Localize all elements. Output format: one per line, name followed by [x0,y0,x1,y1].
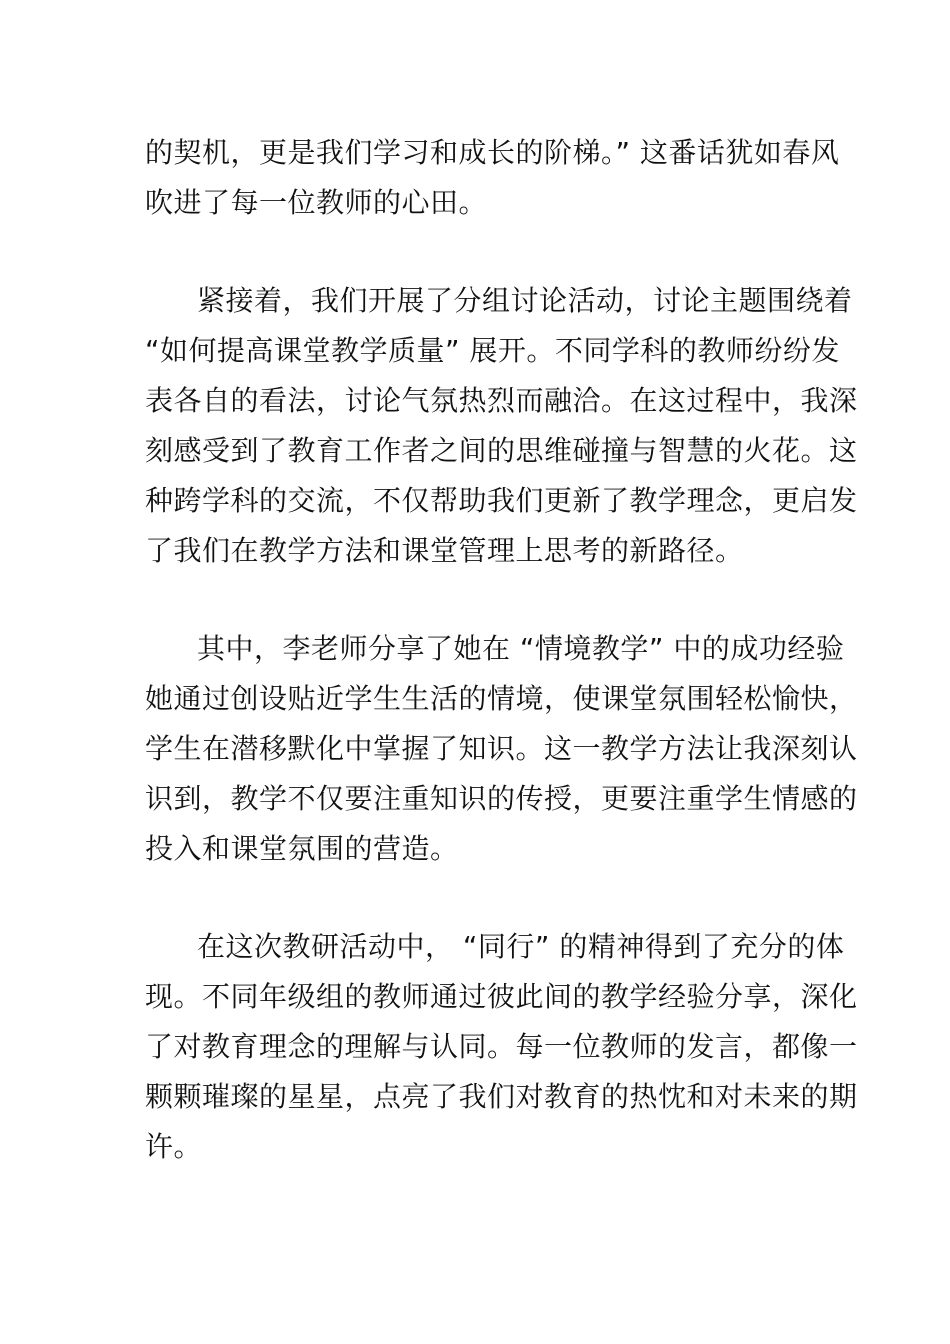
paragraph-2-line-1: 紧接着，我们开展了分组讨论活动，讨论主题围绕着 [197,284,853,317]
paragraph-3-line-1: 其中，李老师分享了她在 “情境教学” 中的成功经验 [197,632,845,665]
paragraph-2-line-4: 刻感受到了教育工作者之间的思维碰撞与智慧的火花。这 [145,434,858,467]
paragraph-1-line-2: 吹进了每一位教师的心田。 [145,186,488,219]
paragraph-4-line-5: 许。 [145,1130,203,1163]
paragraph-2-line-6: 了我们在教学方法和课堂管理上思考的新路径。 [145,534,744,567]
paragraph-2-line-3: 表各自的看法，讨论气氛热烈而融洽。在这过程中，我深 [145,384,858,417]
paragraph-2-line-5: 种跨学科的交流，不仅帮助我们更新了教学理念，更启发 [145,484,858,517]
paragraph-4-line-1: 在这次教研活动中， “同行” 的精神得到了充分的体 [197,930,845,963]
paragraph-3-line-5: 投入和课堂氛围的营造。 [145,832,459,865]
paragraph-3-line-3: 学生在潜移默化中掌握了知识。这一教学方法让我深刻认 [145,732,858,765]
paragraph-3-line-2: 她通过创设贴近学生生活的情境，使课堂氛围轻松愉快， [145,682,858,715]
paragraph-2-line-2: “如何提高课堂教学质量” 展开。不同学科的教师纷纷发 [145,334,840,367]
paragraph-1-line-1: 的契机，更是我们学习和成长的阶梯。” 这番话犹如春风 [145,136,840,169]
paragraph-4-line-4: 颗颗璀璨的星星，点亮了我们对教育的热忱和对未来的期 [145,1080,858,1113]
paragraph-3-line-4: 识到，教学不仅要注重知识的传授，更要注重学生情感的 [145,782,858,815]
paragraph-4-line-2: 现。不同年级组的教师通过彼此间的教学经验分享，深化 [145,980,858,1013]
paragraph-4-line-3: 了对教育理念的理解与认同。每一位教师的发言，都像一 [145,1030,858,1063]
